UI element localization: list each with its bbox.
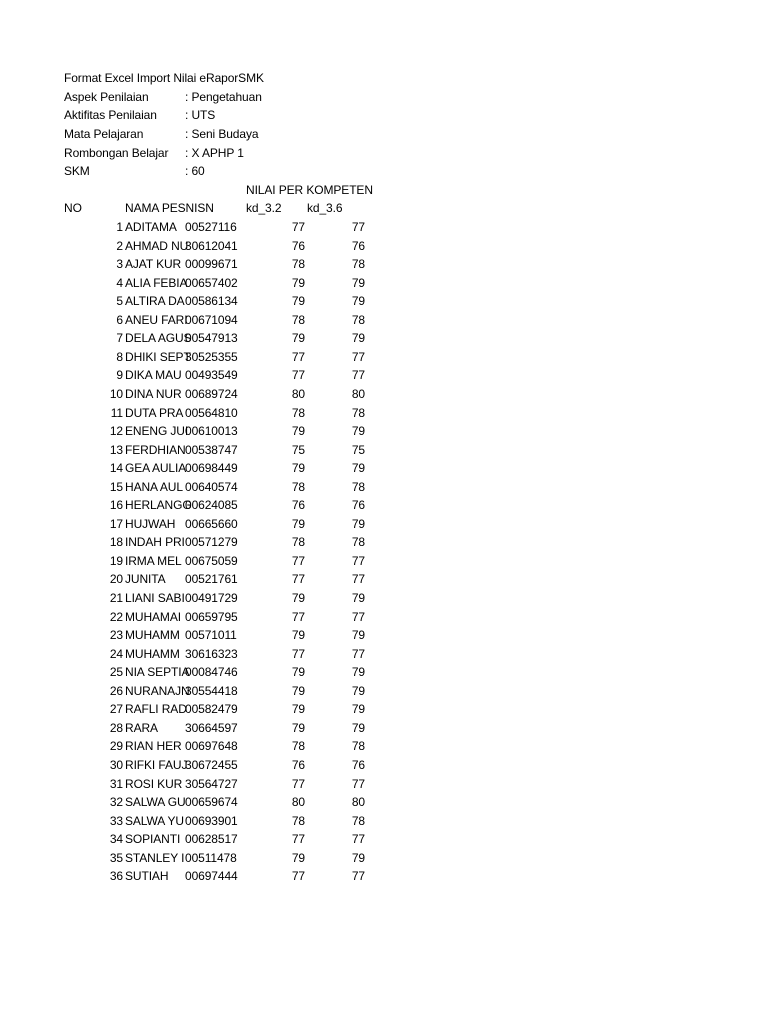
score-kd36: 77 xyxy=(351,368,365,382)
student-name: ANEU FARI xyxy=(125,313,188,327)
score-kd32: 78 xyxy=(291,535,305,549)
field-label-rombel: Rombongan Belajar xyxy=(64,146,169,160)
field-label-aktifitas: Aktifitas Penilaian xyxy=(64,108,157,122)
score-kd32: 78 xyxy=(291,257,305,271)
student-name: ROSI KUR xyxy=(125,777,183,791)
field-value-aspek: : Pengetahuan xyxy=(185,90,262,104)
student-nisn: 00491729 xyxy=(185,591,238,605)
row-number: 13 xyxy=(109,443,123,457)
student-name: ALIA FEBIA xyxy=(125,276,188,290)
student-nisn: 00640574 xyxy=(185,480,238,494)
student-nisn: 00571279 xyxy=(185,535,238,549)
student-nisn: 00624085 xyxy=(185,498,238,512)
row-number: 31 xyxy=(109,777,123,791)
score-kd36: 79 xyxy=(351,331,365,345)
student-name: ENENG JUI xyxy=(125,424,189,438)
student-nisn: 00659674 xyxy=(185,795,238,809)
student-name: NURANAJN xyxy=(125,684,190,698)
student-name: LIANI SABI xyxy=(125,591,185,605)
score-kd36: 80 xyxy=(351,795,365,809)
score-kd36: 79 xyxy=(351,721,365,735)
student-name: DELA AGUS xyxy=(125,331,192,345)
score-kd32: 77 xyxy=(291,610,305,624)
student-nisn: 00571011 xyxy=(185,628,237,642)
student-name: ALTIRA DA xyxy=(125,294,185,308)
field-value-aktifitas: : UTS xyxy=(185,108,216,122)
row-number: 7 xyxy=(116,331,123,345)
student-nisn: 00665660 xyxy=(185,517,238,531)
row-number: 25 xyxy=(109,665,123,679)
student-name: RARA xyxy=(125,721,158,735)
score-kd32: 78 xyxy=(291,313,305,327)
student-nisn: 00586134 xyxy=(185,294,238,308)
score-kd32: 77 xyxy=(291,777,305,791)
student-name: NIA SEPTIA xyxy=(125,665,190,679)
score-kd36: 78 xyxy=(351,535,365,549)
student-name: SALWA GU xyxy=(125,795,186,809)
field-value-rombel: : X APHP 1 xyxy=(185,146,244,160)
score-kd36: 78 xyxy=(351,406,365,420)
score-kd32: 77 xyxy=(291,554,305,568)
student-nisn: 00657402 xyxy=(185,276,238,290)
student-name: RIFKI FAUJ xyxy=(125,758,188,772)
student-nisn: 00689724 xyxy=(185,387,238,401)
score-kd36: 76 xyxy=(351,239,365,253)
student-name: ADITAMA xyxy=(125,220,177,234)
student-nisn: 00697648 xyxy=(185,739,238,753)
student-name: SUTIAH xyxy=(125,869,169,883)
score-kd36: 77 xyxy=(351,777,365,791)
row-number: 5 xyxy=(116,294,123,308)
student-nisn: 00511478 xyxy=(185,851,237,865)
column-header-kd36: kd_3.6 xyxy=(307,201,343,215)
score-kd32: 78 xyxy=(291,406,305,420)
student-nisn: 00610013 xyxy=(185,424,238,438)
student-nisn: 00564810 xyxy=(185,406,238,420)
row-number: 3 xyxy=(116,257,123,271)
field-label-mapel: Mata Pelajaran xyxy=(64,127,144,141)
score-kd36: 79 xyxy=(351,461,365,475)
score-kd36: 77 xyxy=(351,647,365,661)
score-kd32: 77 xyxy=(291,368,305,382)
score-kd32: 79 xyxy=(291,721,305,735)
student-nisn: 00659795 xyxy=(185,610,238,624)
score-kd36: 80 xyxy=(351,387,365,401)
student-nisn: 00527116 xyxy=(185,220,237,234)
student-nisn: 30525355 xyxy=(185,350,238,364)
row-number: 17 xyxy=(109,517,123,531)
score-kd32: 76 xyxy=(291,758,305,772)
score-kd32: 79 xyxy=(291,665,305,679)
score-kd36: 79 xyxy=(351,628,365,642)
score-kd36: 79 xyxy=(351,665,365,679)
score-kd36: 77 xyxy=(351,220,365,234)
student-nisn: 30564727 xyxy=(185,777,238,791)
student-name: GEA AULIA xyxy=(125,461,187,475)
row-number: 4 xyxy=(116,276,123,290)
score-kd32: 80 xyxy=(291,795,305,809)
score-kd32: 76 xyxy=(291,498,305,512)
score-kd36: 77 xyxy=(351,832,365,846)
student-name: RAFLI RAD xyxy=(125,702,187,716)
row-number: 9 xyxy=(116,368,123,382)
student-nisn: 00538747 xyxy=(185,443,238,457)
score-kd32: 79 xyxy=(291,294,305,308)
row-number: 1 xyxy=(116,220,123,234)
row-number: 21 xyxy=(109,591,123,605)
score-kd36: 77 xyxy=(351,350,365,364)
student-nisn: 00693901 xyxy=(185,814,238,828)
score-kd32: 77 xyxy=(291,220,305,234)
student-nisn: 30672455 xyxy=(185,758,238,772)
score-kd36: 79 xyxy=(351,424,365,438)
score-kd36: 79 xyxy=(351,294,365,308)
score-kd32: 78 xyxy=(291,480,305,494)
score-kd36: 76 xyxy=(351,758,365,772)
score-kd32: 79 xyxy=(291,851,305,865)
student-nisn: 00099671 xyxy=(185,257,238,271)
student-name: AHMAD NU xyxy=(125,239,189,253)
student-name: HUJWAH xyxy=(125,517,176,531)
student-name: MUHAMM xyxy=(125,647,180,661)
score-kd36: 76 xyxy=(351,498,365,512)
student-name: MUHAMAI xyxy=(125,610,181,624)
student-name: SALWA YU xyxy=(125,814,185,828)
student-nisn: 30612041 xyxy=(185,239,238,253)
group-header-nilai: NILAI PER KOMPETEN xyxy=(246,183,373,197)
score-kd36: 79 xyxy=(351,591,365,605)
score-kd32: 79 xyxy=(291,702,305,716)
row-number: 14 xyxy=(109,461,123,475)
field-value-mapel: : Seni Budaya xyxy=(185,127,259,141)
row-number: 2 xyxy=(116,239,123,253)
score-kd36: 78 xyxy=(351,480,365,494)
row-number: 26 xyxy=(109,684,123,698)
row-number: 24 xyxy=(109,647,123,661)
row-number: 30 xyxy=(109,758,123,772)
row-number: 6 xyxy=(116,313,123,327)
row-number: 15 xyxy=(109,480,123,494)
score-kd36: 77 xyxy=(351,610,365,624)
score-kd32: 79 xyxy=(291,517,305,531)
column-header-no: NO xyxy=(64,201,82,215)
score-kd36: 79 xyxy=(351,684,365,698)
score-kd32: 76 xyxy=(291,239,305,253)
row-number: 22 xyxy=(109,610,123,624)
row-number: 19 xyxy=(109,554,123,568)
row-number: 8 xyxy=(116,350,123,364)
score-kd36: 78 xyxy=(351,313,365,327)
row-number: 35 xyxy=(109,851,123,865)
field-label-aspek: Aspek Penilaian xyxy=(64,90,149,104)
score-kd32: 75 xyxy=(291,443,305,457)
row-number: 12 xyxy=(109,424,123,438)
score-kd36: 79 xyxy=(351,517,365,531)
score-kd32: 78 xyxy=(291,739,305,753)
student-nisn: 00084746 xyxy=(185,665,238,679)
row-number: 34 xyxy=(109,832,123,846)
score-kd32: 79 xyxy=(291,424,305,438)
score-kd32: 79 xyxy=(291,331,305,345)
student-name: SOPIANTI xyxy=(125,832,181,846)
score-kd36: 79 xyxy=(351,851,365,865)
student-nisn: 00547913 xyxy=(185,331,238,345)
column-header-kd32: kd_3.2 xyxy=(246,201,282,215)
score-kd32: 77 xyxy=(291,647,305,661)
student-nisn: 30616323 xyxy=(185,647,238,661)
student-nisn: 00698449 xyxy=(185,461,238,475)
row-number: 32 xyxy=(109,795,123,809)
score-kd36: 77 xyxy=(351,869,365,883)
student-name: DUTA PRA xyxy=(125,406,184,420)
student-name: DINA NUR xyxy=(125,387,182,401)
score-kd36: 75 xyxy=(351,443,365,457)
row-number: 33 xyxy=(109,814,123,828)
score-kd32: 77 xyxy=(291,869,305,883)
field-value-skm: : 60 xyxy=(185,164,205,178)
row-number: 18 xyxy=(109,535,123,549)
student-name: STANLEY I xyxy=(125,851,185,865)
student-nisn: 00582479 xyxy=(185,702,238,716)
student-nisn: 30554418 xyxy=(185,684,238,698)
row-number: 23 xyxy=(109,628,123,642)
score-kd32: 79 xyxy=(291,461,305,475)
score-kd32: 78 xyxy=(291,814,305,828)
score-kd32: 80 xyxy=(291,387,305,401)
score-kd36: 78 xyxy=(351,739,365,753)
score-kd32: 77 xyxy=(291,832,305,846)
student-nisn: 00675059 xyxy=(185,554,238,568)
student-nisn: 00521761 xyxy=(185,572,238,586)
student-name: AJAT KUR xyxy=(125,257,182,271)
student-nisn: 00697444 xyxy=(185,869,238,883)
score-kd36: 79 xyxy=(351,276,365,290)
student-name: INDAH PRI xyxy=(125,535,185,549)
student-name: FERDHIAN xyxy=(125,443,186,457)
field-label-skm: SKM xyxy=(64,164,90,178)
student-nisn: 00493549 xyxy=(185,368,238,382)
score-kd32: 77 xyxy=(291,350,305,364)
row-number: 27 xyxy=(109,702,123,716)
student-name: DHIKI SEPT xyxy=(125,350,191,364)
score-kd32: 79 xyxy=(291,684,305,698)
student-name: JUNITA xyxy=(125,572,166,586)
row-number: 28 xyxy=(109,721,123,735)
score-kd36: 77 xyxy=(351,572,365,586)
student-name: HANA AUL xyxy=(125,480,183,494)
row-number: 10 xyxy=(109,387,123,401)
row-number: 11 xyxy=(110,406,123,420)
sheet-title: Format Excel Import Nilai eRaporSMK xyxy=(64,71,264,85)
row-number: 36 xyxy=(109,869,123,883)
score-kd32: 77 xyxy=(291,572,305,586)
row-number: 29 xyxy=(109,739,123,753)
score-kd36: 77 xyxy=(351,554,365,568)
student-nisn: 00628517 xyxy=(185,832,238,846)
student-nisn: 00671094 xyxy=(185,313,238,327)
student-name: DIKA MAU xyxy=(125,368,182,382)
student-name: RIAN HER xyxy=(125,739,182,753)
student-name: HERLANGG xyxy=(125,498,192,512)
row-number: 20 xyxy=(109,572,123,586)
column-header-nama-nisn: NAMA PESNISN xyxy=(125,201,214,215)
score-kd36: 78 xyxy=(351,257,365,271)
score-kd32: 79 xyxy=(291,276,305,290)
student-name: MUHAMM xyxy=(125,628,180,642)
student-name: IRMA MEL xyxy=(125,554,182,568)
score-kd32: 79 xyxy=(291,628,305,642)
score-kd36: 79 xyxy=(351,702,365,716)
student-nisn: 30664597 xyxy=(185,721,238,735)
row-number: 16 xyxy=(109,498,123,512)
score-kd36: 78 xyxy=(351,814,365,828)
score-kd32: 79 xyxy=(291,591,305,605)
